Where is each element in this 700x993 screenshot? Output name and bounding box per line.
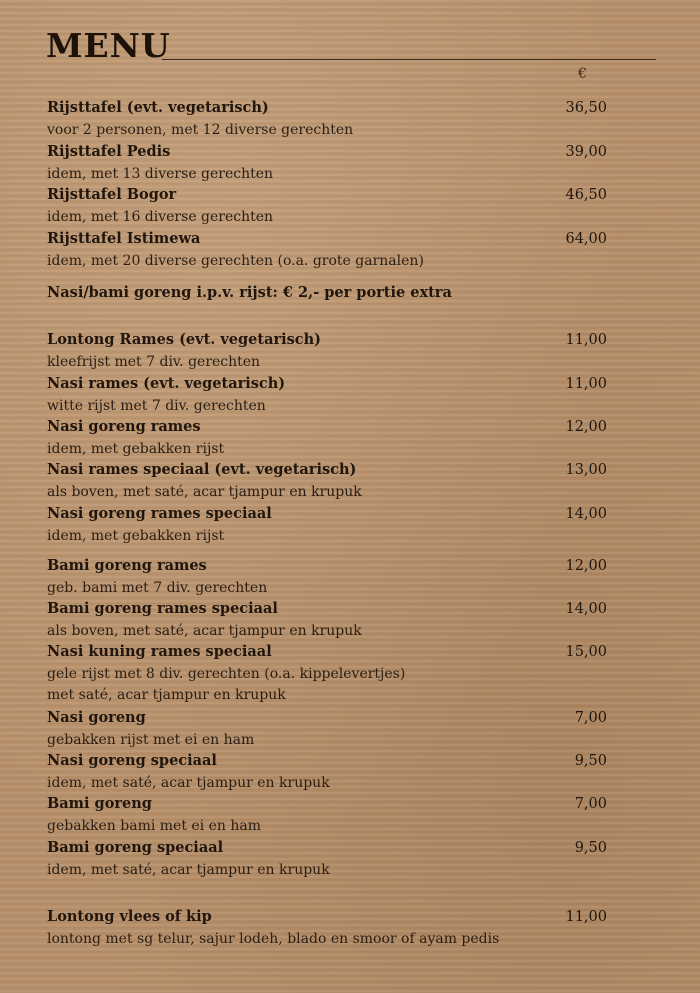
item-price: 13,00: [565, 462, 607, 478]
item-name: Lontong Rames (evt. vegetarisch): [47, 331, 322, 348]
item-description: als boven, met saté, acar tjampur en krupuk: [47, 484, 362, 500]
item-description: idem, met gebakken rijst: [47, 528, 225, 544]
item-description: lontong met sg telur, sajur lodeh, blado en smoor of ayam pedis: [47, 931, 500, 947]
menu-item: [47, 374, 607, 417]
item-description: gele rijst met 8 div. gerechten (o.a. kippelevertjes): [47, 666, 406, 682]
item-price: 12,00: [565, 558, 607, 574]
item-name: Nasi goreng rames speciaal: [47, 505, 272, 522]
item-price: 11,00: [565, 332, 607, 348]
menu-item: [47, 98, 607, 141]
item-price: 14,00: [565, 601, 607, 617]
item-price: 12,00: [565, 419, 607, 435]
menu-item: [47, 142, 607, 185]
item-description: idem, met saté, acar tjampur en krupuk: [47, 775, 330, 791]
page-title: MENU: [46, 26, 171, 65]
item-name: Nasi rames speciaal (evt. vegetarisch): [47, 461, 357, 478]
menu-item: [47, 504, 607, 547]
item-name: Bami goreng speciaal: [47, 839, 224, 856]
item-description: als boven, met saté, acar tjampur en krupuk: [47, 623, 362, 639]
item-description: idem, met gebakken rijst: [47, 441, 225, 457]
item-price: 15,00: [565, 644, 607, 660]
menu-item: [47, 838, 607, 881]
item-description: idem, met 20 diverse gerechten (o.a. grote garnalen): [47, 253, 424, 269]
item-description: idem, met saté, acar tjampur en krupuk: [47, 862, 330, 878]
menu-item: [47, 185, 607, 228]
item-price: 7,00: [574, 796, 607, 812]
currency-symbol: €: [578, 66, 587, 82]
item-name: Nasi goreng speciaal: [47, 752, 217, 769]
item-name: Rijsttafel Pedis: [47, 143, 171, 160]
menu-item: [47, 642, 607, 706]
menu-header: [46, 26, 656, 66]
rice-substitution-note: Nasi/bami goreng i.p.v. rijst: € 2,- per portie extra: [47, 284, 452, 301]
item-description: witte rijst met 7 div. gerechten: [47, 398, 266, 414]
item-name: Rijsttafel Istimewa: [47, 230, 201, 247]
item-description: voor 2 personen, met 12 diverse gerechten: [47, 122, 354, 138]
menu-item: [47, 794, 607, 837]
item-price: 11,00: [565, 376, 607, 392]
item-description: kleefrijst met 7 div. gerechten: [47, 354, 261, 370]
menu-item: [47, 708, 607, 751]
item-name: Bami goreng rames: [47, 557, 207, 574]
item-price: 64,00: [565, 231, 607, 247]
item-name: Lontong vlees of kip: [47, 908, 212, 925]
item-price: 11,00: [565, 909, 607, 925]
item-price: 36,50: [565, 100, 607, 116]
menu-item: [47, 907, 607, 950]
item-description: idem, met 13 diverse gerechten: [47, 166, 274, 182]
menu-item: [47, 751, 607, 794]
item-price: 39,00: [565, 144, 607, 160]
item-description: gebakken bami met ei en ham: [47, 818, 262, 834]
item-name: Bami goreng rames speciaal: [47, 600, 278, 617]
menu-item: [47, 460, 607, 503]
item-price: 9,50: [574, 753, 607, 769]
item-name: Rijsttafel Bogor: [47, 186, 177, 203]
item-name: Nasi goreng: [47, 709, 146, 726]
item-name: Bami goreng: [47, 795, 152, 812]
menu-item: [47, 330, 607, 373]
item-description: met saté, acar tjampur en krupuk: [47, 687, 286, 703]
menu-item: [47, 417, 607, 460]
menu-item: [47, 599, 607, 642]
item-description: geb. bami met 7 div. gerechten: [47, 580, 268, 596]
item-price: 14,00: [565, 506, 607, 522]
item-name: Nasi goreng rames: [47, 418, 201, 435]
item-name: Nasi kuning rames speciaal: [47, 643, 272, 660]
title-underline: [162, 59, 656, 60]
item-name: Nasi rames (evt. vegetarisch): [47, 375, 286, 392]
item-price: 7,00: [574, 710, 607, 726]
item-description: idem, met 16 diverse gerechten: [47, 209, 274, 225]
item-price: 46,50: [565, 187, 607, 203]
item-name: Rijsttafel (evt. vegetarisch): [47, 99, 269, 116]
menu-item: [47, 556, 607, 599]
menu-item: [47, 229, 607, 272]
item-description: gebakken rijst met ei en ham: [47, 732, 255, 748]
item-price: 9,50: [574, 840, 607, 856]
